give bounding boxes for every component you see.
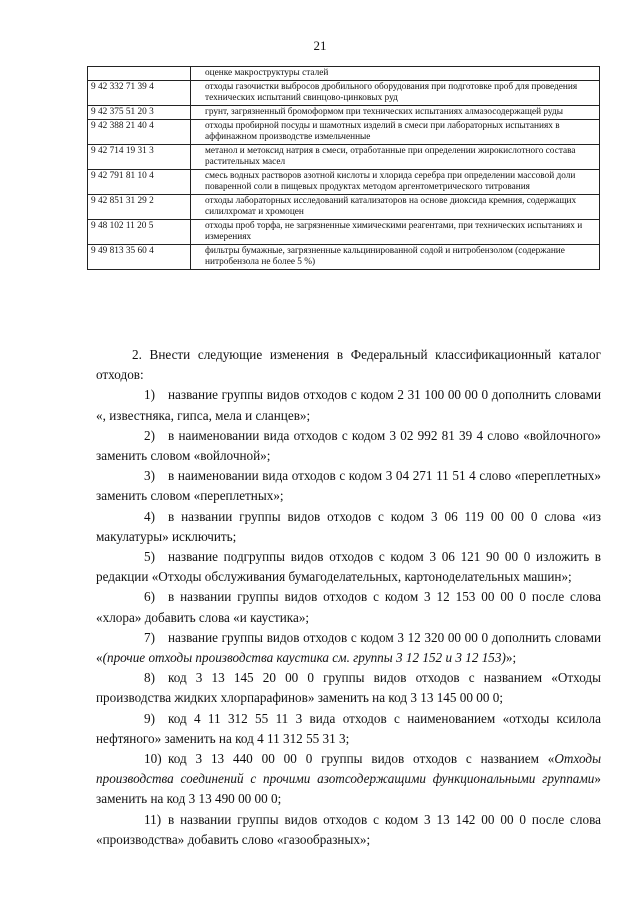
waste-code-cell: 9 49 813 35 60 4: [88, 245, 191, 270]
waste-codes-table: [87, 66, 600, 270]
waste-description-cell: метанол и метоксид натрия в смеси, отработанные при определении жирокислотного состава растительных масел: [191, 145, 600, 170]
table-row: [88, 106, 600, 120]
list-item: [96, 426, 601, 466]
item-number: 6): [144, 589, 155, 605]
list-item: [96, 547, 601, 587]
item-number: 3): [144, 468, 155, 484]
waste-description-cell: отходы газочистки выбросов дробильного оборудования при подготовке проб для проведения технических испытаний свинцово-цинковых руд: [191, 81, 600, 106]
item-text: в названии группы видов отходов с кодом 3 13 142 00 00 0 после слова «производства» добавить слово «газообразных»;: [96, 811, 601, 847]
item-number: 7): [144, 629, 155, 645]
item-number: 10): [144, 751, 162, 767]
table-row: [88, 145, 600, 170]
waste-code-cell: 9 42 332 71 39 4: [88, 81, 191, 106]
list-item: [96, 810, 601, 850]
item-text: название группы видов отходов с кодом 3 12 320 00 00 0 дополнить словами «: [96, 629, 601, 666]
item-text-end: »;: [505, 650, 517, 666]
item-text: в наименовании вида отходов с кодом 3 02 992 81 39 4 слово «войлочного» заменить словом «войлочной»;: [96, 427, 601, 464]
table-row: [88, 220, 600, 245]
item-text-end: » заменить на код 3 13 490 00 00 0;: [96, 771, 601, 807]
item-number: 8): [144, 670, 155, 686]
amendments-section: [96, 345, 601, 850]
item-number: 9): [144, 710, 155, 726]
item-number: 4): [144, 508, 155, 524]
waste-code-cell: 9 42 714 19 31 3: [88, 145, 191, 170]
item-number: 5): [144, 549, 155, 565]
item-number: 1): [144, 387, 155, 403]
table-row: [88, 245, 600, 270]
waste-description-cell: отходы проб торфа, не загрязненные химическими реагентами, при технических испытаниях и измерениях: [191, 220, 600, 245]
item-text: название группы видов отходов с кодом 2 31 100 00 00 0 дополнить словами «, известняка, гипса, мела и сланцев»;: [96, 387, 601, 423]
item-italic-text: (прочие отходы производства каустика см. группы 3 12 152 и 3 12 153): [102, 650, 506, 666]
waste-description-cell: отходы пробирной посуды и шамотных изделий в смеси при лабораторных испытаниях в аффинажном производстве измельченные: [191, 120, 600, 145]
page-number: 21: [313, 38, 327, 53]
list-item: [96, 749, 601, 810]
list-item: [96, 668, 601, 708]
waste-code-cell: 9 42 851 31 29 2: [88, 195, 191, 220]
item-text: код 4 11 312 55 11 3 вида отходов с наименованием «отходы ксилола нефтяного» заменить на код 4 11 312 55 31 3;: [96, 710, 601, 746]
list-item: [96, 587, 601, 627]
table-row: [88, 81, 600, 106]
waste-code-cell: 9 48 102 11 20 5: [88, 220, 191, 245]
item-text: название подгруппы видов отходов с кодом 3 06 121 90 00 0 изложить в редакции «Отходы обслуживания бумагоделательных, картоноделательных машин»;: [96, 549, 601, 585]
waste-description-cell: грунт, загрязненный бромоформом при технических испытаниях алмазосодержащей руды: [191, 106, 600, 120]
table-row: [88, 120, 600, 145]
item-text: код 3 13 440 00 00 0 группы видов отходов с названием «: [168, 751, 555, 767]
item-text: в названии группы видов отходов с кодом 3 06 119 00 00 0 слова «из макулатуры» исключить;: [96, 508, 601, 544]
waste-description-cell: смесь водных растворов азотной кислоты и хлорида серебра при определении массовой доли поваренной соли в пищевых продуктах методом аргентометрического титрования: [191, 170, 600, 195]
waste-code-cell: 9 42 375 51 20 3: [88, 106, 191, 120]
waste-description-cell: оценке макроструктуры сталей: [191, 67, 600, 81]
section-intro: 2. Внести следующие изменения в Федеральный классификационный каталог отходов:: [96, 347, 601, 383]
item-text: код 3 13 145 20 00 0 группы видов отходов с названием «Отходы производства жидких хлорпарафинов» заменить на код 3 13 145 00 00 0;: [96, 670, 601, 706]
waste-code-cell: 9 42 791 81 10 4: [88, 170, 191, 195]
list-item: [96, 709, 601, 749]
list-item: [96, 385, 601, 425]
waste-description-cell: отходы лабораторных исследований катализаторов на основе диоксида кремния, содержащих силилхромат и хромоцен: [191, 195, 600, 220]
list-item: [96, 507, 601, 547]
item-text: в наименовании вида отходов с кодом 3 04 271 11 51 4 слово «переплетных» заменить словом «переплетных»;: [96, 468, 601, 504]
table-row: [88, 195, 600, 220]
table-row: [88, 170, 600, 195]
list-item: [96, 466, 601, 506]
waste-description-cell: фильтры бумажные, загрязненные кальцинированной содой и нитробензолом (содержание нитробензола не более 5 %): [191, 245, 600, 270]
waste-code-cell: [88, 67, 191, 81]
item-text: в названии группы видов отходов с кодом 3 12 153 00 00 0 после слова «хлора» добавить слова «и каустика»;: [96, 589, 601, 625]
item-number: 2): [144, 427, 155, 443]
item-number: 11): [144, 811, 162, 827]
waste-code-cell: 9 42 388 21 40 4: [88, 120, 191, 145]
table-row: [88, 67, 600, 81]
list-item: [96, 628, 601, 668]
item-italic-text: Отходы производства соединений с прочими азотсодержащими функциональными группами: [96, 751, 601, 787]
